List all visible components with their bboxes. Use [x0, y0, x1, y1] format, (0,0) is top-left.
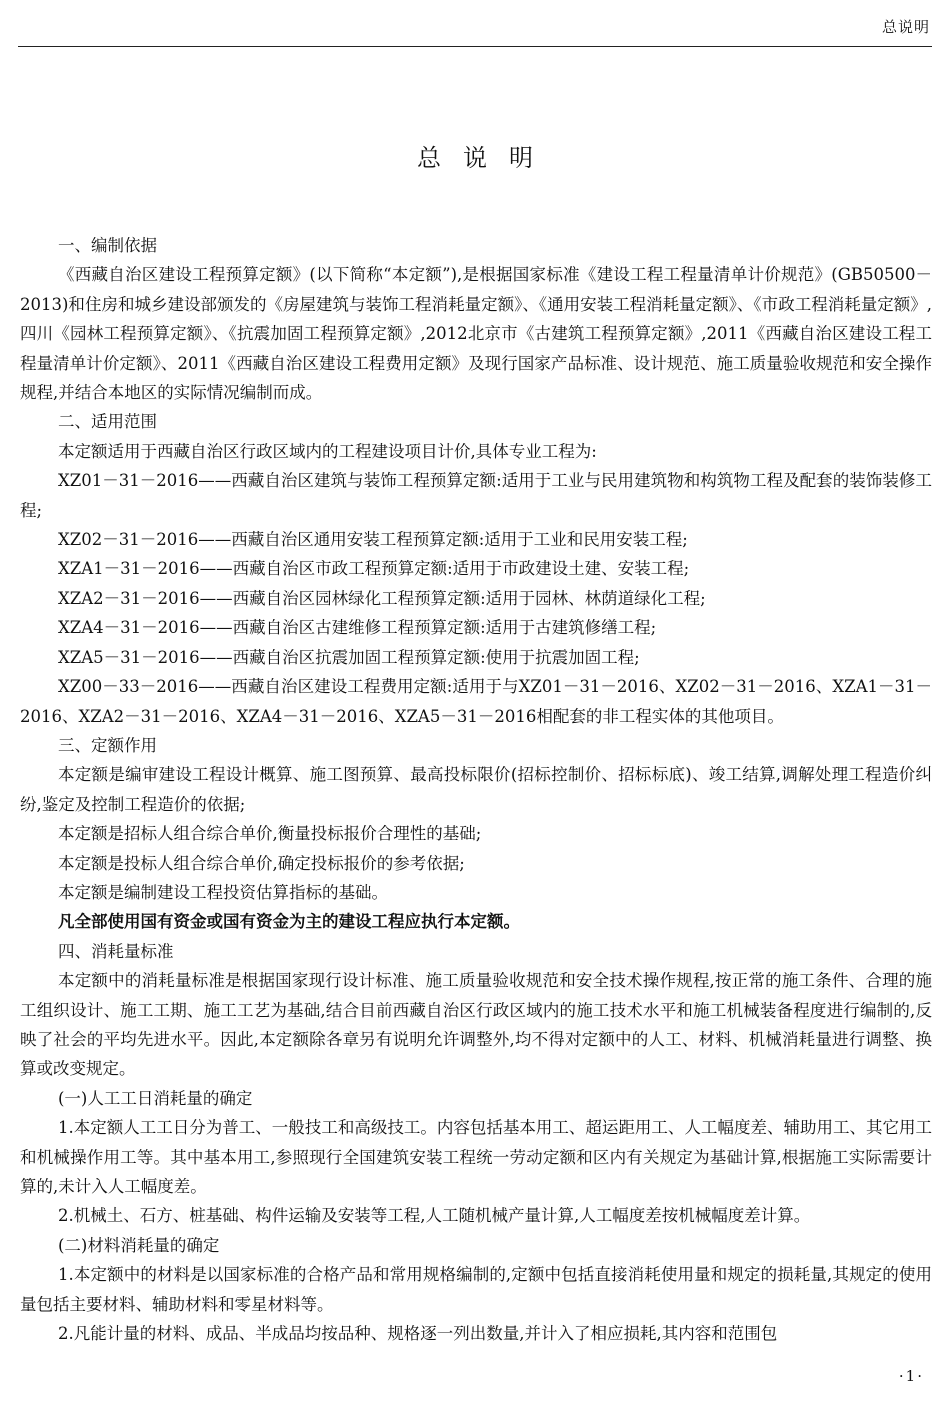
paragraph: XZA4－31－2016——西藏自治区古建维修工程预算定额:适用于古建筑修缮工程;: [58, 618, 657, 638]
paragraph: 本定额是编制建设工程投资估算指标的基础。: [58, 882, 388, 902]
section-heading: 三、定额作用: [58, 735, 157, 755]
section-heading: 二、适用范围: [58, 412, 157, 432]
section-heading: 一、编制依据: [58, 236, 157, 255]
paragraph: XZ00－33－2016——西藏自治区建设工程费用定额:适用于与XZ01－31－2016、XZ02－31－2016、XZA1－31－2016、XZA2－31－2016、XZA4－31－2016、XZA5－31－2016相配套的非工程实体的其他项目。: [20, 677, 932, 726]
paragraph: 本定额是招标人组合综合单价,衡量投标报价合理性的基础;: [58, 824, 482, 844]
subsection-heading: (二)材料消耗量的确定: [58, 1235, 220, 1255]
paragraph: 2.凡能计量的材料、成品、半成品均按品种、规格逐一列出数量,并计入了相应损耗,其内容和范围包: [58, 1324, 778, 1344]
bold-statement: 凡全部使用国有资金或国有资金为主的建设工程应执行本定额。: [58, 912, 520, 932]
paragraph: 本定额中的消耗量标准是根据国家现行设计标准、施工质量验收规范和安全技术操作规程,按正常的施工条件、合理的施工组织设计、施工工期、施工工艺为基础,结合目前西藏自治区行政区域内的施工技术水平和施工机械装备程度进行编制的,反映了社会的平均先进水平。因此,本定额除各章另有说明允许调整外,均不得对定额中的人工、材料、机械消耗量进行调整、换算或改变规定。: [20, 971, 932, 1079]
page-number: ·1·: [898, 1367, 924, 1385]
paragraph: 1.本定额中的材料是以国家标准的合格产品和常用规格编制的,定额中包括直接消耗使用量和规定的损耗量,其规定的使用量包括主要材料、辅助材料和零星材料等。: [20, 1265, 932, 1314]
paragraph: 1.本定额人工工日分为普工、一般技工和高级技工。内容包括基本用工、超运距用工、人工幅度差、辅助用工、其它用工和机械操作用工等。其中基本用工,参照现行全国建筑安装工程统一劳动定额和区内有关规定为基础计算,根据施工实际需要计算的,未计入人工幅度差。: [20, 1118, 932, 1196]
paragraph: XZ02－31－2016——西藏自治区通用安装工程预算定额:适用于工业和民用安装工程;: [58, 530, 688, 550]
body-text: [20, 231, 932, 1348]
running-head: 总说明: [881, 18, 930, 36]
paragraph: 2.机械土、石方、桩基础、构件运输及安装等工程,人工随机械产量计算,人工幅度差按机械幅度差计算。: [58, 1206, 811, 1226]
paragraph: XZA1－31－2016——西藏自治区市政工程预算定额:适用于市政建设土建、安装工程;: [58, 559, 690, 579]
paragraph: XZ01－31－2016——西藏自治区建筑与装饰工程预算定额:适用于工业与民用建筑物和构筑物工程及配套的装饰装修工程;: [20, 471, 932, 520]
subsection-heading: (一)人工工日消耗量的确定: [58, 1088, 253, 1108]
page-header: [18, 0, 932, 47]
section-heading: 四、消耗量标准: [58, 941, 174, 961]
paragraph: 《西藏自治区建设工程预算定额》(以下简称“本定额”),是根据国家标准《建设工程工程量清单计价规范》(GB50500－2013)和住房和城乡建设部颁发的《房屋建筑与装饰工程消耗量定额》、《通用安装工程消耗量定额》、《市政工程消耗量定额》,四川《园林工程预算定额》、《抗震加固工程预算定额》,2012北京市《古建筑工程预算定额》,2011《西藏自治区建设工程工程量清单计价定额》、2011《西藏自治区建设工程费用定额》及现行国家产品标准、设计规范、施工质量验收规范和安全操作规程,并结合本地区的实际情况编制而成。: [20, 265, 932, 403]
page-title: 总说明: [417, 144, 555, 172]
paragraph: 本定额适用于西藏自治区行政区域内的工程建设项目计价,具体专业工程为:: [58, 441, 597, 461]
paragraph: XZA5－31－2016——西藏自治区抗震加固工程预算定额:使用于抗震加固工程;: [58, 647, 640, 667]
paragraph: 本定额是投标人组合综合单价,确定投标报价的参考依据;: [58, 853, 465, 873]
paragraph: XZA2－31－2016——西藏自治区园林绿化工程预算定额:适用于园林、林荫道绿化工程;: [58, 588, 706, 608]
paragraph: 本定额是编审建设工程设计概算、施工图预算、最高投标限价(招标控制价、招标标底)、竣工结算,调解处理工程造价纠纷,鉴定及控制工程造价的依据;: [20, 765, 932, 814]
